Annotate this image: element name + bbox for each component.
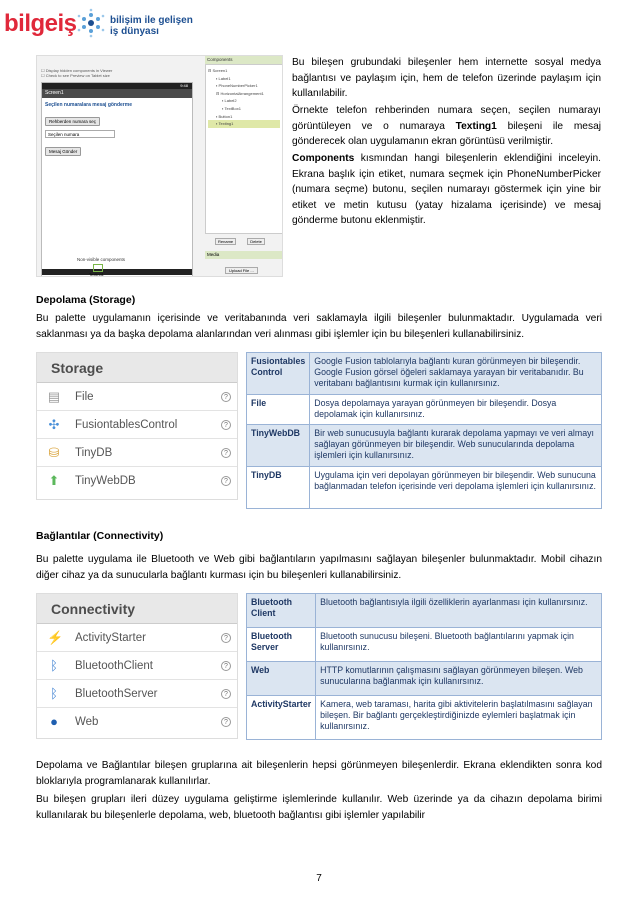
intro-paragraph-2: Örnekte telefon rehberinden numara seçen, seçilen numarayı görüntüleyen ve o numaraya Texting1 bileşeni ile mesaj gönderecek olan uygulamanın ekran görüntüsü verilmiştir. <box>292 105 601 147</box>
table-row <box>247 696 602 740</box>
outro-paragraph-1: Depolama ve Bağlantılar bileşen gruplarına ait bileşenlerin hepsi görünmeyen bileşenlerdir. Ekrana eklendikten sonra kod bloklarıyla programlanarak kullanılırlar. <box>36 760 602 787</box>
connectivity-paragraph: Bu palette uygulama ile Bluetooth ve Web gibi bağlantıların yapılmasını sağlayan bileşenler bulunmaktadır. Mobil cihazın diğer cihaz ya da sunucularla bağlantı kurması için bu bileşenleri kullanabilirsiniz. <box>36 554 602 581</box>
phone-picker-button: Rehberden numara seç <box>45 117 100 126</box>
connectivity-palette <box>36 593 238 739</box>
tree-item: ▪ Label1 <box>216 75 231 81</box>
app-inventor-designer-screenshot <box>36 55 283 277</box>
tree-item: ▪ PhoneNumberPicker1 <box>216 83 258 89</box>
media-header: Media <box>205 251 283 259</box>
viewer-option-hidden: Display hidden components in Viewer <box>45 68 113 73</box>
phone-send-button: Mesaj Gönder <box>45 147 81 156</box>
texting-icon <box>93 264 103 272</box>
table-desc: Google Fusion tablolarıyla bağlantı kuran görünmeyen bir bileşendir. Google Fusion görsel öğeleri saklamaya yarayan bir veritabanıdır. Bu veritabanı bağlantısını kurmak için kullanırsınız. <box>310 353 602 395</box>
help-icon: ? <box>221 717 231 727</box>
help-icon: ? <box>221 689 231 699</box>
table-key: Fusiontables Control <box>247 353 310 395</box>
components-header: Components <box>205 56 283 64</box>
phone-textbox: Seçilen numara <box>45 130 115 138</box>
table-desc: Kamera, web taraması, harita gibi aktivitelerin başlatılmasını sağlayan bileşen. Bir bağlantı gerçekleştirdiğinizde eylemleri başlatmak için kullanırsınız. <box>316 696 602 740</box>
palette-item-activitystarter: ⚡ ActivityStarter ? <box>37 624 237 652</box>
storage-paragraph: Bu palette uygulamanın içerisinde ve veritabanında veri saklamayla ilgili bileşenler bulunmaktadır. Uygulamada veri saklanması ya da başka depolama alanlarından veri alınması gibi işlemler için bu bileşenleri kullanabilirsiniz. <box>36 313 602 340</box>
table-key: ActivityStarter <box>247 696 316 740</box>
tree-item: ▪ TextBox1 <box>222 105 241 111</box>
viewer-option-tablet: Check to see Preview on Tablet size <box>45 73 110 78</box>
nonvisible-label: Non-visible components <box>77 257 126 262</box>
table-desc: Bluetooth bağlantısıyla ilgili özelliklerin ayarlanması için kullanırsınız. <box>316 594 602 628</box>
connectivity-description-table <box>246 593 602 740</box>
components-panel <box>205 56 283 277</box>
phone-title-bar: Screen1 <box>42 89 192 98</box>
help-icon: ? <box>221 392 231 402</box>
outro-paragraph-2: Bu bileşen grupları ileri düzey uygulama geliştirme işlemlerinde kullanılır. Web üzerinde ya da cihazın depolama birimi kullanılarak bu bileşenlerle depolama, web, bluetooth bağlantısı gibi işlemler yapılabilir <box>36 794 602 821</box>
fusiontables-icon: ✣ <box>48 417 60 432</box>
table-key: TinyWebDB <box>247 425 310 467</box>
rename-button: Rename <box>215 238 236 245</box>
palette-item-file: ▤ File ? <box>37 383 237 411</box>
logo-tagline-2: iş dünyası <box>110 26 159 37</box>
phone-label: Seçilen numaralara mesaj gönderme <box>45 102 132 108</box>
storage-palette-title: Storage <box>37 353 237 383</box>
page-number: 7 <box>316 873 322 884</box>
bluetooth-icon: ᛒ <box>50 658 58 673</box>
nonvisible-item: Texting1 <box>89 272 104 277</box>
tree-item: ⊟ Screen1 <box>208 68 228 73</box>
storage-palette <box>36 352 238 500</box>
phone-nav-bar <box>42 269 192 275</box>
tree-item: ⊟ HorizontalArrangement1 <box>216 90 264 96</box>
intro-paragraph-1: Bu bileşen grubundaki bileşenler hem internette sosyal medya bağlantısı ve paylaşım için, hem de telefon üzerinde paylaşım için kullanılabilir. <box>292 57 601 99</box>
bilgeis-logo <box>4 8 194 44</box>
logo-dots-icon <box>76 8 106 38</box>
table-desc: Uygulama için veri depolayan görünmeyen bir bileşendir. Web sunucuna bağlanmadan telefon içerisinde veri depolama işlemleri için kullanırsınız. <box>310 467 602 509</box>
palette-item-tinywebdb: ⬆ TinyWebDB ? <box>37 467 237 495</box>
bluetooth-icon: ᛒ <box>50 686 58 701</box>
table-key: Bluetooth Client <box>247 594 316 628</box>
table-desc: Bluetooth sunucusu bileşeni. Bluetooth bağlantılarını yapmak için kullanırsınız. <box>316 628 602 662</box>
table-row <box>247 662 602 696</box>
table-key: TinyDB <box>247 467 310 509</box>
connectivity-heading: Bağlantılar (Connectivity) <box>36 530 164 542</box>
delete-button: Delete <box>247 238 265 245</box>
intro-paragraph-3: Components kısmından hangi bileşenlerin eklendiğini inceleyin. Ekrana başlık için etiket, numara seçmek için PhoneNumberPicker (numara seçme) butonu, seçilen numarayı göstermek için yine bir etiket ve metin kutusu (yatay hizalama içerisinde) ve mesaj gönderme butonu eklenmiştir. <box>292 153 601 226</box>
component-actions <box>205 238 283 245</box>
table-desc: Dosya depolamaya yarayan görünmeyen bir bileşendir. Dosya depolamak için kullanırsınız. <box>310 395 602 425</box>
table-key: Web <box>247 662 316 696</box>
table-desc: Bir web sunucusuyla bağlantı kurarak depolama yapmayı ve veri almayı sağlayan görünmeyen bir bileşendir. Web sunucularında depolama işlemleri için kullanırsınız. <box>310 425 602 467</box>
palette-item-bluetoothclient: ᛒ BluetoothClient ? <box>37 652 237 680</box>
logo-tagline-1: bilişim ile gelişen <box>110 15 193 26</box>
storage-heading: Depolama (Storage) <box>36 294 136 306</box>
help-icon: ? <box>221 476 231 486</box>
table-row <box>247 594 602 628</box>
tree-item: ▪ Button1 <box>216 113 233 119</box>
table-row <box>247 467 602 509</box>
palette-item-web: ● Web ? <box>37 708 237 736</box>
table-desc: HTTP komutlarının çalışmasını sağlayan görünmeyen bileşen. Web sunucularına bağlanmak için kullanırsınız. <box>316 662 602 696</box>
components-tree <box>205 64 283 234</box>
upload-file-button: Upload File ... <box>225 267 258 274</box>
table-row <box>247 395 602 425</box>
connectivity-palette-title: Connectivity <box>37 594 237 624</box>
table-row <box>247 353 602 395</box>
help-icon: ? <box>221 661 231 671</box>
phone-preview <box>41 82 193 277</box>
palette-item-fusiontables: ✣ FusiontablesControl ? <box>37 411 237 439</box>
file-icon: ▤ <box>47 389 61 404</box>
palette-item-tinydb: ⛁ TinyDB ? <box>37 439 237 467</box>
table-row <box>247 628 602 662</box>
phone-status-bar: 9:48 <box>42 83 192 89</box>
table-key: Bluetooth Server <box>247 628 316 662</box>
help-icon: ? <box>221 448 231 458</box>
tree-item: ▪ Label2 <box>222 98 237 104</box>
database-icon: ⛁ <box>48 445 60 460</box>
palette-item-bluetoothserver: ᛒ BluetoothServer ? <box>37 680 237 708</box>
table-key: File <box>247 395 310 425</box>
tree-item-selected: ▪ Texting1 <box>208 120 280 128</box>
help-icon: ? <box>221 420 231 430</box>
logo-brand: bilgeiş <box>4 10 77 37</box>
viewer-options: ☐ Display hidden components in Viewer ☐ Check to see Preview on Tablet size <box>41 68 113 78</box>
web-database-icon: ⬆ <box>48 473 60 488</box>
table-row <box>247 425 602 467</box>
storage-description-table <box>246 352 602 509</box>
globe-icon: ● <box>50 714 58 729</box>
help-icon: ? <box>221 633 231 643</box>
lightning-icon: ⚡ <box>47 630 64 645</box>
